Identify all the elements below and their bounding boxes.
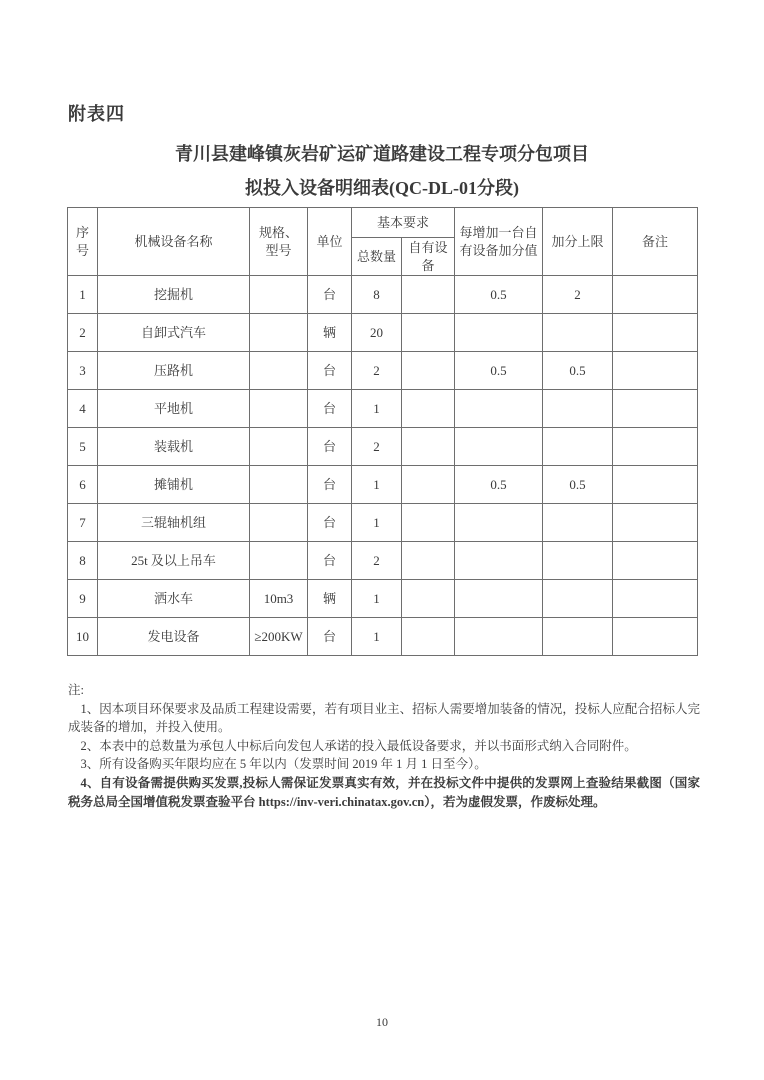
cell-unit: 辆 (308, 314, 352, 352)
col-header-index: 序号 (68, 208, 98, 276)
cell-index: 8 (68, 542, 98, 580)
col-header-basic-req: 基本要求 (352, 208, 455, 238)
table-row (68, 276, 698, 314)
equipment-table-body (68, 276, 698, 656)
cell-own-equipment (402, 352, 455, 390)
equipment-table (67, 207, 698, 656)
cell-bonus-cap (543, 618, 613, 656)
cell-total-qty: 2 (352, 542, 402, 580)
col-header-total-qty: 总数量 (352, 238, 402, 276)
cell-bonus-per-unit: 0.5 (455, 466, 543, 504)
cell-unit: 台 (308, 276, 352, 314)
cell-total-qty: 2 (352, 428, 402, 466)
cell-index: 6 (68, 466, 98, 504)
cell-bonus-cap (543, 428, 613, 466)
cell-unit: 台 (308, 466, 352, 504)
table-row (68, 580, 698, 618)
cell-total-qty: 1 (352, 390, 402, 428)
cell-unit: 台 (308, 504, 352, 542)
cell-index: 4 (68, 390, 98, 428)
cell-bonus-cap (543, 542, 613, 580)
cell-bonus-per-unit (455, 580, 543, 618)
col-header-name: 机械设备名称 (98, 208, 250, 276)
table-row (68, 428, 698, 466)
cell-own-equipment (402, 314, 455, 352)
note-item: 4、自有设备需提供购买发票,投标人需保证发票真实有效，并在投标文件中提供的发票网上查验结果截图（国家税务总局全国增值税发票查验平台 https://inv-veri.chinatax.gov.cn），若为虚假发票，作废标处理。 (68, 775, 700, 809)
table-row (68, 618, 698, 656)
cell-bonus-cap (543, 580, 613, 618)
col-header-remarks: 备注 (613, 208, 698, 276)
cell-bonus-cap: 0.5 (543, 352, 613, 390)
document-title: 青川县建峰镇灰岩矿运矿道路建设工程专项分包项目 (175, 144, 589, 164)
table-row (68, 314, 698, 352)
cell-own-equipment (402, 466, 455, 504)
cell-bonus-cap (543, 314, 613, 352)
cell-index: 5 (68, 428, 98, 466)
cell-index: 2 (68, 314, 98, 352)
cell-index: 9 (68, 580, 98, 618)
note-item: 3、所有设备购买年限均应在 5 年以内（发票时间 2019 年 1 月 1 日至今）。 (80, 757, 487, 772)
table-row (68, 542, 698, 580)
cell-unit: 台 (308, 428, 352, 466)
cell-index: 7 (68, 504, 98, 542)
cell-unit: 台 (308, 542, 352, 580)
cell-total-qty: 2 (352, 352, 402, 390)
col-header-bonus-cap: 加分上限 (543, 208, 613, 276)
cell-total-qty: 8 (352, 276, 402, 314)
cell-equipment-name: 挖掘机 (98, 276, 250, 314)
cell-remarks (613, 428, 698, 466)
cell-equipment-name: 三辊轴机组 (98, 504, 250, 542)
cell-total-qty: 1 (352, 504, 402, 542)
cell-equipment-name: 发电设备 (98, 618, 250, 656)
cell-index: 1 (68, 276, 98, 314)
cell-spec (250, 504, 308, 542)
cell-bonus-per-unit: 0.5 (455, 276, 543, 314)
cell-spec: 10m3 (250, 580, 308, 618)
notes-label: 注: (68, 683, 84, 697)
cell-equipment-name: 压路机 (98, 352, 250, 390)
cell-spec (250, 390, 308, 428)
cell-own-equipment (402, 428, 455, 466)
cell-remarks (613, 314, 698, 352)
cell-total-qty: 1 (352, 466, 402, 504)
document-subtitle: 拟投入设备明细表(QC-DL-01分段) (245, 178, 519, 198)
cell-spec (250, 428, 308, 466)
note-item: 1、因本项目环保要求及品质工程建设需要，若有项目业主、招标人需要增加装备的情况，投标人应配合招标人完成装备的增加，并投入使用。 (68, 701, 700, 735)
page-number: 10 (376, 1015, 388, 1029)
cell-remarks (613, 542, 698, 580)
cell-bonus-per-unit: 0.5 (455, 352, 543, 390)
table-row (68, 352, 698, 390)
appendix-label: 附表四 (68, 104, 125, 124)
cell-bonus-cap: 2 (543, 276, 613, 314)
cell-bonus-cap (543, 504, 613, 542)
header-row-top (68, 208, 698, 238)
table-row (68, 504, 698, 542)
cell-unit: 辆 (308, 580, 352, 618)
cell-remarks (613, 504, 698, 542)
cell-remarks (613, 276, 698, 314)
cell-bonus-per-unit (455, 428, 543, 466)
cell-spec: ≥200KW (250, 618, 308, 656)
table-row (68, 466, 698, 504)
cell-total-qty: 1 (352, 580, 402, 618)
cell-total-qty: 20 (352, 314, 402, 352)
table-row (68, 390, 698, 428)
cell-equipment-name: 洒水车 (98, 580, 250, 618)
cell-spec (250, 314, 308, 352)
cell-equipment-name: 自卸式汽车 (98, 314, 250, 352)
cell-unit: 台 (308, 618, 352, 656)
cell-spec (250, 352, 308, 390)
cell-bonus-per-unit (455, 390, 543, 428)
cell-remarks (613, 390, 698, 428)
notes-list (68, 700, 700, 812)
cell-equipment-name: 25t 及以上吊车 (98, 542, 250, 580)
cell-own-equipment (402, 580, 455, 618)
col-header-bonus-per-unit: 每增加一台自有设备加分值 (455, 208, 543, 276)
cell-bonus-cap: 0.5 (543, 466, 613, 504)
cell-bonus-cap (543, 390, 613, 428)
cell-spec (250, 542, 308, 580)
cell-index: 3 (68, 352, 98, 390)
equipment-table-header (68, 208, 698, 276)
cell-equipment-name: 平地机 (98, 390, 250, 428)
note-item: 2、本表中的总数量为承包人中标后向发包人承诺的投入最低设备要求，并以书面形式纳入合同附件。 (80, 738, 637, 753)
cell-total-qty: 1 (352, 618, 402, 656)
cell-own-equipment (402, 504, 455, 542)
cell-unit: 台 (308, 390, 352, 428)
cell-remarks (613, 618, 698, 656)
cell-own-equipment (402, 390, 455, 428)
col-header-own-equipment: 自有设备 (402, 238, 455, 276)
notes-section (68, 681, 700, 811)
col-header-spec: 规格、型号 (250, 208, 308, 276)
cell-bonus-per-unit (455, 314, 543, 352)
cell-bonus-per-unit (455, 618, 543, 656)
cell-own-equipment (402, 276, 455, 314)
cell-equipment-name: 摊铺机 (98, 466, 250, 504)
cell-bonus-per-unit (455, 542, 543, 580)
cell-spec (250, 276, 308, 314)
cell-index: 10 (68, 618, 98, 656)
cell-own-equipment (402, 542, 455, 580)
cell-equipment-name: 装载机 (98, 428, 250, 466)
cell-own-equipment (402, 618, 455, 656)
cell-unit: 台 (308, 352, 352, 390)
cell-spec (250, 466, 308, 504)
col-header-unit: 单位 (308, 208, 352, 276)
cell-remarks (613, 580, 698, 618)
cell-bonus-per-unit (455, 504, 543, 542)
cell-remarks (613, 352, 698, 390)
cell-remarks (613, 466, 698, 504)
